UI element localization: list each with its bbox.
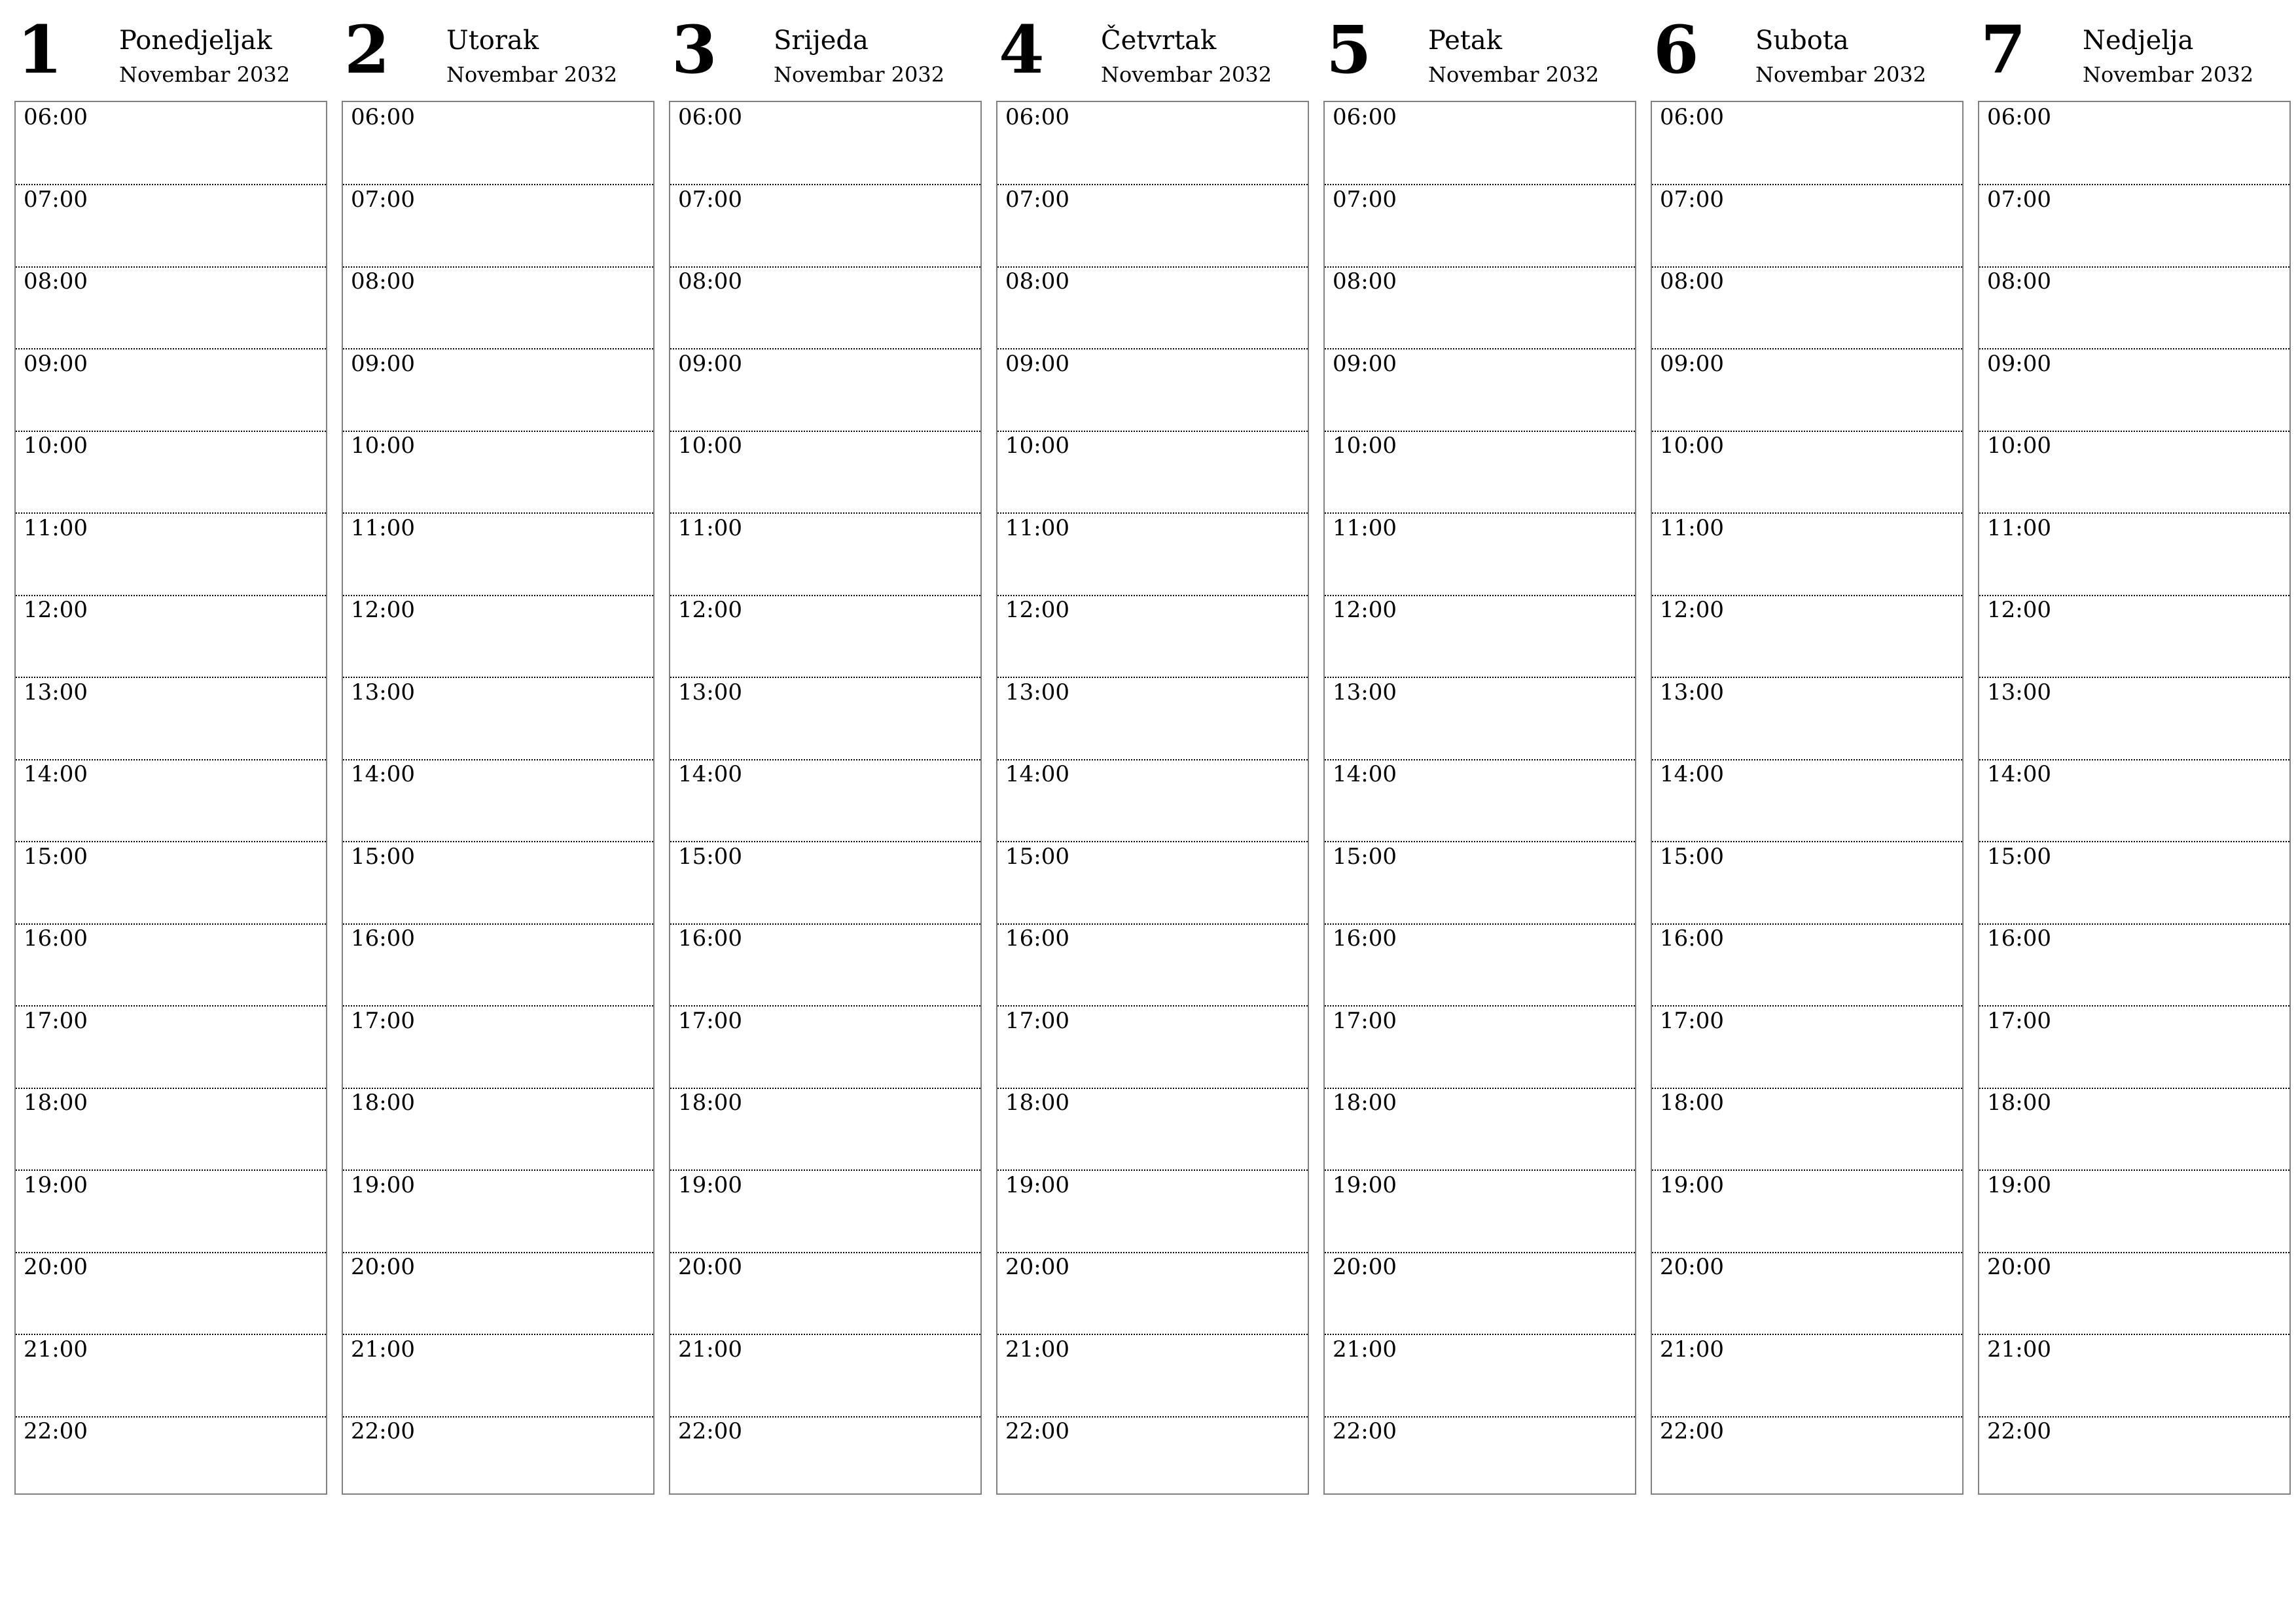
hour-label: 19:00: [678, 1171, 742, 1198]
hour-slot[interactable]: [1979, 185, 2289, 268]
hour-slot[interactable]: [1325, 759, 1635, 842]
hour-slot[interactable]: [16, 1334, 326, 1418]
hour-slot[interactable]: [1652, 349, 1962, 432]
hour-slot[interactable]: [16, 185, 326, 268]
hour-slot[interactable]: [1979, 431, 2289, 514]
hour-label: 06:00: [351, 104, 415, 130]
hour-slot[interactable]: [1979, 266, 2289, 349]
hour-slot[interactable]: [1325, 266, 1635, 349]
hour-slot[interactable]: [343, 923, 653, 1007]
hour-label: 13:00: [351, 679, 415, 705]
hour-slot[interactable]: [16, 266, 326, 349]
hour-label: 14:00: [24, 761, 88, 787]
hour-slot[interactable]: [1979, 102, 2289, 185]
hour-slot[interactable]: [16, 1006, 326, 1089]
hour-label: 19:00: [24, 1171, 88, 1198]
hour-slot[interactable]: [16, 759, 326, 842]
hour-slot[interactable]: [670, 1088, 980, 1171]
month-label: Novembar 2032: [1428, 62, 1600, 87]
hour-slot[interactable]: [670, 102, 980, 185]
hour-slot[interactable]: [1652, 266, 1962, 349]
day-schedule-box: [996, 101, 1309, 1495]
hour-slot[interactable]: [343, 266, 653, 349]
hour-label: 16:00: [678, 925, 742, 952]
hour-slot[interactable]: [1325, 102, 1635, 185]
hour-slot[interactable]: [1979, 1088, 2289, 1171]
hour-label: 18:00: [1333, 1090, 1397, 1116]
hour-slot[interactable]: [1325, 842, 1635, 925]
hour-slot[interactable]: [1979, 1334, 2289, 1418]
hour-slot[interactable]: [997, 185, 1308, 268]
month-label: Novembar 2032: [446, 62, 618, 87]
hour-slot[interactable]: [16, 1170, 326, 1253]
hour-label: 12:00: [678, 597, 742, 623]
hour-slot[interactable]: [1325, 431, 1635, 514]
hour-label: 15:00: [1987, 843, 2051, 870]
hour-label: 16:00: [1660, 925, 1724, 952]
hour-label: 15:00: [1660, 843, 1724, 870]
hour-label: 06:00: [1987, 104, 2051, 130]
hour-label: 09:00: [1660, 350, 1724, 377]
hour-slot[interactable]: [997, 1170, 1308, 1253]
hour-label: 11:00: [351, 514, 415, 541]
day-schedule-box: [342, 101, 655, 1495]
hour-slot[interactable]: [16, 1252, 326, 1335]
hour-slot[interactable]: [1979, 1416, 2289, 1498]
hour-slot[interactable]: [343, 185, 653, 268]
hour-slot[interactable]: [997, 923, 1308, 1007]
hour-slot[interactable]: [1979, 759, 2289, 842]
hour-slot[interactable]: [1652, 1416, 1962, 1498]
hour-slot[interactable]: [1652, 513, 1962, 596]
hour-label: 17:00: [1660, 1007, 1724, 1034]
hour-slot[interactable]: [670, 923, 980, 1007]
day-column: [342, 0, 655, 1505]
hour-label: 13:00: [1987, 679, 2051, 705]
hour-slot[interactable]: [16, 923, 326, 1007]
hour-label: 22:00: [1660, 1418, 1724, 1444]
hour-slot[interactable]: [1652, 595, 1962, 678]
hour-label: 10:00: [351, 433, 415, 459]
day-name: Ponedjeljak: [119, 26, 272, 56]
day-header: [669, 0, 982, 99]
hour-label: 22:00: [1005, 1418, 1069, 1444]
hour-label: 10:00: [1005, 433, 1069, 459]
month-label: Novembar 2032: [1755, 62, 1927, 87]
hour-label: 14:00: [678, 761, 742, 787]
hour-slot[interactable]: [997, 1416, 1308, 1498]
hour-label: 18:00: [1660, 1090, 1724, 1116]
hour-slot[interactable]: [343, 431, 653, 514]
hour-slot[interactable]: [343, 1170, 653, 1253]
hour-label: 11:00: [24, 514, 88, 541]
hour-label: 19:00: [1660, 1171, 1724, 1198]
hour-label: 11:00: [1987, 514, 2051, 541]
hour-label: 07:00: [24, 186, 88, 213]
hour-slot[interactable]: [1325, 185, 1635, 268]
hour-label: 06:00: [24, 104, 88, 130]
month-label: Novembar 2032: [774, 62, 945, 87]
hour-slot[interactable]: [343, 102, 653, 185]
hour-slot[interactable]: [1652, 842, 1962, 925]
hour-slot[interactable]: [1979, 1252, 2289, 1335]
hour-slot[interactable]: [1652, 677, 1962, 760]
hour-label: 12:00: [1333, 597, 1397, 623]
hour-slot[interactable]: [1979, 842, 2289, 925]
day-number: 4: [999, 11, 1045, 88]
hour-slot[interactable]: [343, 1334, 653, 1418]
hour-label: 12:00: [1987, 597, 2051, 623]
hour-label: 20:00: [351, 1254, 415, 1280]
month-label: Novembar 2032: [119, 62, 291, 87]
day-name: Utorak: [446, 26, 539, 56]
hour-slot[interactable]: [670, 349, 980, 432]
hour-label: 13:00: [678, 679, 742, 705]
day-number: 2: [344, 11, 390, 88]
day-header: [1978, 0, 2291, 99]
hour-label: 19:00: [1005, 1171, 1069, 1198]
hour-label: 10:00: [1987, 433, 2051, 459]
day-header: [996, 0, 1309, 99]
hour-slot[interactable]: [670, 1416, 980, 1498]
day-column: [1651, 0, 1964, 1505]
hour-label: 08:00: [24, 268, 88, 294]
hour-slot[interactable]: [1652, 1088, 1962, 1171]
day-name: Nedjelja: [2083, 26, 2194, 56]
hour-slot[interactable]: [16, 1088, 326, 1171]
hour-label: 21:00: [1005, 1336, 1069, 1363]
hour-label: 22:00: [24, 1418, 88, 1444]
hour-slot[interactable]: [16, 595, 326, 678]
hour-label: 12:00: [351, 597, 415, 623]
hour-label: 14:00: [351, 761, 415, 787]
hour-slot[interactable]: [997, 759, 1308, 842]
hour-label: 11:00: [1660, 514, 1724, 541]
hour-slot[interactable]: [997, 595, 1308, 678]
hour-label: 15:00: [1005, 843, 1069, 870]
hour-label: 07:00: [678, 186, 742, 213]
hour-slot[interactable]: [1652, 923, 1962, 1007]
hour-label: 21:00: [1660, 1336, 1724, 1363]
hour-slot[interactable]: [1325, 1170, 1635, 1253]
day-schedule-box: [1323, 101, 1636, 1495]
hour-slot[interactable]: [670, 595, 980, 678]
hour-slot[interactable]: [1325, 1088, 1635, 1171]
hour-slot[interactable]: [1979, 513, 2289, 596]
hour-label: 07:00: [1005, 186, 1069, 213]
hour-slot[interactable]: [1325, 1416, 1635, 1498]
hour-slot[interactable]: [997, 677, 1308, 760]
day-schedule-box: [14, 101, 327, 1495]
hour-label: 18:00: [351, 1090, 415, 1116]
hour-slot[interactable]: [343, 1252, 653, 1335]
hour-label: 08:00: [1333, 268, 1397, 294]
day-column: [14, 0, 327, 1505]
hour-slot[interactable]: [1979, 1006, 2289, 1089]
hour-slot[interactable]: [1652, 102, 1962, 185]
hour-label: 10:00: [1333, 433, 1397, 459]
hour-label: 07:00: [1333, 186, 1397, 213]
hour-slot[interactable]: [670, 1170, 980, 1253]
hour-slot[interactable]: [1325, 349, 1635, 432]
hour-label: 19:00: [351, 1171, 415, 1198]
hour-label: 16:00: [1005, 925, 1069, 952]
hour-label: 07:00: [1987, 186, 2051, 213]
hour-slot[interactable]: [670, 842, 980, 925]
day-column: [996, 0, 1309, 1505]
hour-slot[interactable]: [997, 1088, 1308, 1171]
hour-label: 18:00: [1987, 1090, 2051, 1116]
hour-label: 06:00: [1005, 104, 1069, 130]
hour-slot[interactable]: [670, 1252, 980, 1335]
hour-label: 15:00: [678, 843, 742, 870]
hour-label: 16:00: [24, 925, 88, 952]
day-number: 1: [17, 11, 63, 88]
hour-label: 21:00: [1333, 1336, 1397, 1363]
hour-label: 08:00: [1660, 268, 1724, 294]
hour-label: 21:00: [24, 1336, 88, 1363]
hour-label: 16:00: [1333, 925, 1397, 952]
hour-label: 09:00: [1333, 350, 1397, 377]
hour-slot[interactable]: [16, 102, 326, 185]
hour-label: 10:00: [1660, 433, 1724, 459]
hour-label: 12:00: [1660, 597, 1724, 623]
hour-label: 13:00: [1333, 679, 1397, 705]
day-header: [14, 0, 327, 99]
hour-label: 07:00: [1660, 186, 1724, 213]
hour-slot[interactable]: [997, 513, 1308, 596]
month-label: Novembar 2032: [1101, 62, 1272, 87]
hour-slot[interactable]: [1325, 513, 1635, 596]
hour-label: 08:00: [678, 268, 742, 294]
hour-label: 20:00: [1005, 1254, 1069, 1280]
hour-slot[interactable]: [997, 431, 1308, 514]
hour-label: 22:00: [678, 1418, 742, 1444]
hour-slot[interactable]: [16, 431, 326, 514]
hour-label: 11:00: [1333, 514, 1397, 541]
day-number: 3: [672, 11, 717, 88]
hour-label: 17:00: [24, 1007, 88, 1034]
hour-label: 14:00: [1660, 761, 1724, 787]
hour-label: 18:00: [24, 1090, 88, 1116]
hour-label: 17:00: [351, 1007, 415, 1034]
hour-slot[interactable]: [343, 349, 653, 432]
hour-label: 20:00: [678, 1254, 742, 1280]
hour-slot[interactable]: [1979, 677, 2289, 760]
hour-label: 10:00: [24, 433, 88, 459]
hour-slot[interactable]: [1325, 1252, 1635, 1335]
hour-label: 21:00: [678, 1336, 742, 1363]
hour-label: 18:00: [1005, 1090, 1069, 1116]
hour-slot[interactable]: [997, 1334, 1308, 1418]
hour-label: 16:00: [1987, 925, 2051, 952]
hour-slot[interactable]: [1325, 677, 1635, 760]
hour-slot[interactable]: [343, 677, 653, 760]
hour-label: 08:00: [351, 268, 415, 294]
hour-label: 11:00: [678, 514, 742, 541]
hour-label: 06:00: [1660, 104, 1724, 130]
hour-label: 14:00: [1987, 761, 2051, 787]
hour-label: 17:00: [1005, 1007, 1069, 1034]
hour-slot[interactable]: [16, 842, 326, 925]
hour-slot[interactable]: [16, 513, 326, 596]
hour-slot[interactable]: [997, 1006, 1308, 1089]
hour-slot[interactable]: [670, 431, 980, 514]
hour-label: 15:00: [351, 843, 415, 870]
hour-slot[interactable]: [16, 349, 326, 432]
day-column: [1978, 0, 2291, 1505]
hour-slot[interactable]: [997, 842, 1308, 925]
hour-label: 08:00: [1987, 268, 2051, 294]
hour-label: 12:00: [1005, 597, 1069, 623]
hour-label: 11:00: [1005, 514, 1069, 541]
hour-label: 16:00: [351, 925, 415, 952]
hour-slot[interactable]: [1979, 595, 2289, 678]
hour-slot[interactable]: [1652, 185, 1962, 268]
hour-label: 14:00: [1333, 761, 1397, 787]
hour-label: 13:00: [24, 679, 88, 705]
hour-slot[interactable]: [1325, 1334, 1635, 1418]
hour-slot[interactable]: [343, 1416, 653, 1498]
hour-label: 15:00: [24, 843, 88, 870]
hour-slot[interactable]: [1325, 595, 1635, 678]
hour-slot[interactable]: [1652, 1334, 1962, 1418]
hour-slot[interactable]: [670, 513, 980, 596]
hour-label: 18:00: [678, 1090, 742, 1116]
hour-slot[interactable]: [343, 759, 653, 842]
hour-slot[interactable]: [670, 266, 980, 349]
day-number: 7: [1981, 11, 2026, 88]
day-column: [1323, 0, 1636, 1505]
hour-label: 09:00: [351, 350, 415, 377]
hour-label: 09:00: [678, 350, 742, 377]
hour-slot[interactable]: [997, 102, 1308, 185]
hour-label: 06:00: [678, 104, 742, 130]
day-name: Petak: [1428, 26, 1502, 56]
hour-label: 22:00: [351, 1418, 415, 1444]
day-name: Srijeda: [774, 26, 869, 56]
hour-label: 20:00: [1333, 1254, 1397, 1280]
month-label: Novembar 2032: [2083, 62, 2254, 87]
hour-label: 07:00: [351, 186, 415, 213]
hour-slot[interactable]: [343, 1006, 653, 1089]
hour-label: 21:00: [1987, 1336, 2051, 1363]
hour-label: 09:00: [1005, 350, 1069, 377]
hour-slot[interactable]: [343, 1088, 653, 1171]
hour-slot[interactable]: [1979, 923, 2289, 1007]
hour-slot[interactable]: [1325, 1006, 1635, 1089]
hour-label: 22:00: [1987, 1418, 2051, 1444]
hour-label: 22:00: [1333, 1418, 1397, 1444]
day-number: 6: [1653, 11, 1699, 88]
day-header: [1651, 0, 1964, 99]
hour-label: 17:00: [678, 1007, 742, 1034]
hour-slot[interactable]: [1325, 923, 1635, 1007]
hour-slot[interactable]: [343, 842, 653, 925]
hour-slot[interactable]: [997, 349, 1308, 432]
hour-slot[interactable]: [1652, 1006, 1962, 1089]
hour-slot[interactable]: [1652, 759, 1962, 842]
hour-label: 20:00: [24, 1254, 88, 1280]
hour-label: 21:00: [351, 1336, 415, 1363]
hour-label: 20:00: [1660, 1254, 1724, 1280]
hour-label: 13:00: [1005, 679, 1069, 705]
hour-label: 14:00: [1005, 761, 1069, 787]
hour-label: 15:00: [1333, 843, 1397, 870]
day-schedule-box: [1651, 101, 1964, 1495]
hour-label: 19:00: [1333, 1171, 1397, 1198]
hour-slot[interactable]: [1652, 1252, 1962, 1335]
hour-label: 20:00: [1987, 1254, 2051, 1280]
hour-slot[interactable]: [343, 513, 653, 596]
hour-label: 10:00: [678, 433, 742, 459]
hour-label: 13:00: [1660, 679, 1724, 705]
hour-slot[interactable]: [1979, 1170, 2289, 1253]
hour-slot[interactable]: [997, 266, 1308, 349]
day-header: [342, 0, 655, 99]
hour-slot[interactable]: [1979, 349, 2289, 432]
day-schedule-box: [1978, 101, 2291, 1495]
hour-label: 17:00: [1987, 1007, 2051, 1034]
hour-label: 12:00: [24, 597, 88, 623]
hour-label: 09:00: [1987, 350, 2051, 377]
hour-slot[interactable]: [670, 677, 980, 760]
hour-slot[interactable]: [670, 1006, 980, 1089]
hour-label: 17:00: [1333, 1007, 1397, 1034]
hour-slot[interactable]: [1652, 431, 1962, 514]
hour-slot[interactable]: [997, 1252, 1308, 1335]
hour-label: 09:00: [24, 350, 88, 377]
hour-label: 19:00: [1987, 1171, 2051, 1198]
day-number: 5: [1326, 11, 1372, 88]
hour-label: 06:00: [1333, 104, 1397, 130]
hour-slot[interactable]: [670, 1334, 980, 1418]
day-column: [669, 0, 982, 1505]
day-header: [1323, 0, 1636, 99]
hour-label: 08:00: [1005, 268, 1069, 294]
hour-slot[interactable]: [1652, 1170, 1962, 1253]
day-schedule-box: [669, 101, 982, 1495]
hour-slot[interactable]: [16, 1416, 326, 1498]
day-name: Subota: [1755, 26, 1849, 56]
hour-slot[interactable]: [670, 759, 980, 842]
hour-slot[interactable]: [343, 595, 653, 678]
hour-slot[interactable]: [670, 185, 980, 268]
day-name: Četvrtak: [1101, 26, 1217, 56]
hour-slot[interactable]: [16, 677, 326, 760]
